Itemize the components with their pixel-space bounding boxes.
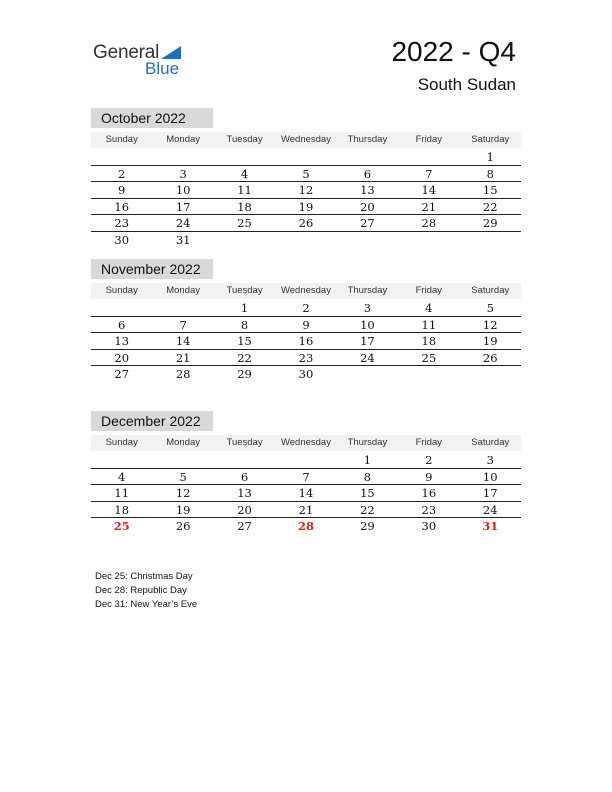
page-title: 2022 - Q4 — [391, 36, 516, 67]
weekday-label: Wednesday — [280, 285, 331, 296]
weekday-header-row — [91, 283, 521, 299]
day-cell: 18 — [237, 199, 252, 214]
month-calendar — [91, 411, 521, 534]
day-cell: 12 — [482, 317, 498, 332]
day-cell: 30 — [114, 232, 130, 247]
day-cell: 8 — [486, 166, 494, 181]
holiday-list — [95, 570, 197, 612]
day-cell: 15 — [482, 183, 498, 197]
day-cell — [398, 366, 459, 382]
day-cell — [398, 149, 459, 165]
day-cell — [214, 232, 275, 248]
day-cell: 12 — [175, 486, 191, 500]
holiday-item: Dec 28: Republic Day — [95, 585, 187, 596]
day-cell: 7 — [425, 166, 433, 181]
day-cell: 24 — [360, 350, 375, 365]
day-cell: 3 — [179, 166, 187, 181]
day-cell: 24 — [175, 216, 191, 230]
holiday-item: Dec 31: New Year’s Eve — [95, 599, 198, 610]
day-cell: 30 — [421, 519, 437, 533]
logo-triangle-icon — [161, 46, 181, 59]
logo-text-blue: Blue — [145, 59, 180, 78]
day-cell: 4 — [118, 469, 126, 484]
day-cell: 26 — [175, 519, 191, 533]
day-cell: 17 — [482, 486, 498, 500]
day-cell: 8 — [363, 469, 372, 484]
day-cell — [275, 149, 336, 165]
day-cell: 10 — [360, 317, 375, 332]
day-cell: 20 — [237, 502, 252, 517]
day-cell: 27 — [114, 367, 130, 381]
day-cell: 11 — [114, 486, 130, 500]
weekday-label: Monday — [166, 285, 201, 296]
week-row — [91, 366, 521, 382]
week-row — [91, 317, 521, 334]
week-row — [91, 149, 521, 166]
week-row — [91, 469, 521, 486]
day-cell: 2 — [425, 453, 433, 467]
day-cell: 27 — [237, 519, 252, 533]
week-row — [91, 502, 521, 519]
day-cell: 16 — [298, 334, 314, 348]
week-row — [91, 232, 521, 248]
day-cell — [398, 232, 459, 248]
day-cell — [337, 232, 398, 248]
week-row — [91, 300, 521, 317]
day-cell: 26 — [482, 350, 498, 365]
day-cell: 5 — [302, 166, 310, 181]
day-cell: 18 — [421, 334, 437, 348]
day-cell: 19 — [298, 199, 314, 214]
day-cell: 10 — [175, 183, 191, 197]
day-cell — [460, 232, 521, 248]
day-cell: 23 — [114, 216, 130, 230]
holiday-day-cell: 25 — [113, 519, 130, 533]
day-cell: 17 — [175, 199, 191, 214]
day-cell — [91, 300, 152, 316]
day-cell: 18 — [114, 502, 130, 517]
day-cell — [152, 452, 213, 468]
holiday-day-cell: 28 — [297, 519, 314, 533]
day-cell: 5 — [179, 469, 187, 484]
weekday-label: Tuesday — [226, 134, 263, 145]
weekday-label: Monday — [166, 134, 201, 145]
day-cell: 4 — [425, 301, 433, 315]
day-cell — [91, 149, 152, 165]
day-cell: 11 — [421, 317, 437, 332]
day-cell — [214, 452, 275, 468]
day-cell: 19 — [482, 334, 498, 348]
logo — [93, 42, 193, 78]
day-cell: 23 — [421, 502, 437, 517]
holiday-item: Dec 25: Christmas Day — [95, 571, 193, 582]
day-cell — [152, 149, 213, 165]
day-cell — [337, 366, 398, 382]
day-cell: 21 — [175, 350, 191, 365]
day-cell: 25 — [421, 350, 437, 365]
weekday-label: Saturday — [471, 437, 510, 448]
weekday-label: Friday — [415, 285, 443, 296]
day-cell: 4 — [240, 166, 249, 181]
weekday-label: Thursday — [347, 134, 388, 145]
month-calendar — [91, 108, 521, 247]
day-cell: 29 — [237, 367, 252, 381]
day-cell: 10 — [482, 469, 498, 484]
weekday-header-row — [91, 435, 521, 451]
weekday-label: Thursday — [347, 285, 388, 296]
month-title: October 2022 — [91, 108, 213, 128]
day-cell: 29 — [482, 216, 498, 230]
weekday-label: Friday — [415, 437, 443, 448]
day-cell — [337, 149, 398, 165]
day-cell: 2 — [118, 166, 126, 181]
day-cell: 24 — [482, 502, 498, 517]
day-cell — [91, 452, 152, 468]
day-cell: 23 — [298, 350, 314, 365]
day-cell: 25 — [237, 216, 252, 230]
day-cell: 2 — [302, 301, 310, 315]
week-row — [91, 199, 521, 216]
day-cell: 7 — [179, 317, 187, 332]
month-calendar — [91, 259, 521, 382]
country-name: South Sudan — [417, 75, 516, 94]
weekday-label: Saturday — [471, 285, 510, 296]
weekday-label: Thursday — [347, 437, 388, 448]
day-cell: 13 — [360, 183, 375, 197]
day-cell: 3 — [486, 453, 494, 467]
day-cell: 14 — [175, 334, 191, 348]
weekday-label: Saturday — [471, 134, 510, 145]
day-cell: 29 — [360, 519, 375, 533]
day-cell: 9 — [302, 317, 310, 332]
day-cell: 20 — [114, 350, 130, 365]
day-cell: 15 — [237, 334, 252, 348]
week-row — [91, 452, 521, 469]
day-cell: 22 — [237, 350, 252, 365]
day-cell: 11 — [237, 183, 252, 197]
week-row — [91, 333, 521, 350]
day-cell — [214, 149, 275, 165]
day-cell: 13 — [237, 486, 252, 500]
day-cell: 6 — [118, 317, 126, 332]
week-row — [91, 350, 521, 367]
day-cell: 9 — [425, 469, 433, 484]
day-cell: 26 — [298, 216, 314, 230]
weekday-label: Friday — [415, 134, 443, 145]
weekday-header-row — [91, 132, 521, 148]
day-cell: 22 — [360, 502, 375, 517]
day-cell: 17 — [360, 334, 375, 348]
day-cell: 21 — [421, 199, 437, 214]
logo-text-general: General — [93, 42, 160, 63]
day-cell: 30 — [298, 367, 314, 381]
day-cell: 6 — [240, 469, 249, 484]
day-cell: 16 — [421, 486, 437, 500]
weekday-label: Sunday — [105, 437, 138, 448]
week-row — [91, 485, 521, 502]
day-cell: 9 — [118, 183, 126, 197]
day-cell: 1 — [486, 150, 494, 164]
weekday-label: Monday — [166, 437, 201, 448]
week-row — [91, 166, 521, 183]
holiday-day-cell: 31 — [482, 519, 499, 533]
month-title: November 2022 — [91, 259, 213, 279]
day-cell: 16 — [114, 199, 130, 214]
day-cell: 13 — [114, 334, 130, 348]
month-title: December 2022 — [91, 411, 213, 431]
day-cell — [275, 452, 336, 468]
day-cell: 14 — [421, 183, 437, 197]
day-cell: 28 — [175, 367, 191, 381]
day-cell: 3 — [363, 301, 372, 315]
week-row — [91, 215, 521, 232]
day-cell: 7 — [302, 469, 310, 484]
day-cell — [275, 232, 336, 248]
day-cell: 19 — [175, 502, 191, 517]
day-cell: 28 — [421, 216, 437, 230]
day-cell: 31 — [175, 232, 191, 247]
week-row — [91, 518, 521, 534]
day-cell — [460, 366, 521, 382]
weekday-label: Wednesday — [280, 437, 331, 448]
weekday-label: Wednesday — [280, 134, 331, 145]
weekday-label: Tuesday — [226, 285, 263, 296]
day-cell: 8 — [240, 317, 249, 332]
day-cell — [152, 300, 213, 316]
day-cell: 14 — [298, 486, 314, 500]
week-row — [91, 182, 521, 199]
weekday-label: Sunday — [105, 285, 138, 296]
day-cell: 22 — [482, 199, 498, 214]
weekday-label: Sunday — [105, 134, 138, 145]
day-cell: 15 — [360, 486, 375, 500]
day-cell: 27 — [360, 216, 375, 230]
day-cell: 1 — [363, 453, 372, 467]
day-cell: 20 — [360, 199, 375, 214]
day-cell: 21 — [298, 502, 314, 517]
day-cell: 12 — [298, 183, 314, 197]
day-cell: 1 — [240, 301, 249, 315]
day-cell: 5 — [486, 301, 494, 315]
weekday-label: Tuesday — [226, 437, 263, 448]
day-cell: 6 — [363, 166, 372, 181]
